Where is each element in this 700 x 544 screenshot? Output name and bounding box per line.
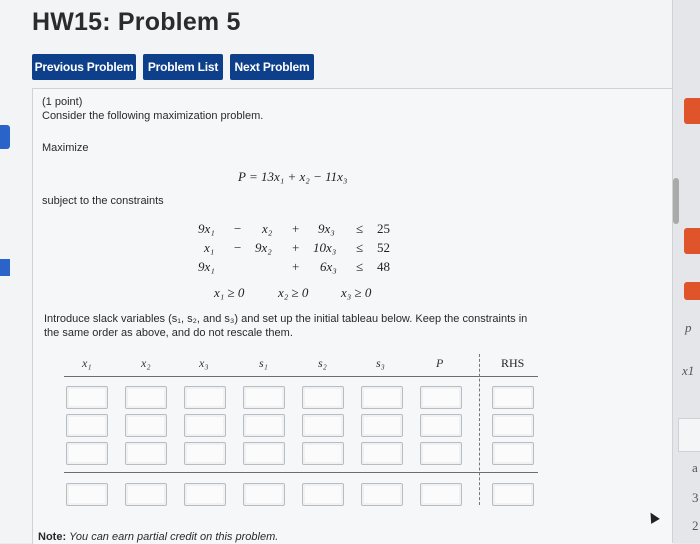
tableau-input-r4-s[interactable] [361,483,403,506]
constraint-3-rhs: 48 [377,259,390,274]
tableau-objective-rule [64,472,538,473]
edge-input-box[interactable] [678,418,700,452]
constraint-1-op2: + [292,221,300,236]
tableau-input-r3-x[interactable] [184,442,226,465]
tableau-input-r3-s[interactable] [302,442,344,465]
tableau-input-r2-x[interactable] [66,414,108,437]
tableau-input-r2-rhs[interactable] [492,414,534,437]
nonneg-x1: x₁ ≥ 0 [214,285,245,300]
tableau-header-x3: x₃ [199,356,209,370]
instruction-line-2: the same order as above, and do not rescale them. [44,327,293,339]
scrollbar-thumb[interactable] [673,178,679,224]
tableau-input-r2-x[interactable] [184,414,226,437]
constraint-3-c1: 9x₁ [198,259,215,274]
constraint-2-rel: ≤ [356,240,364,255]
tableau-input-r2-s[interactable] [302,414,344,437]
maximize-label: Maximize [42,142,89,154]
edge-glyph-x1: x1 [682,363,695,378]
tableau-input-r1-x[interactable] [125,386,167,409]
tableau-input-r3-p[interactable] [420,442,462,465]
tableau-input-r3-x[interactable] [125,442,167,465]
tableau-input-r4-x[interactable] [66,483,108,506]
constraint-1-c1: 9x₁ [198,221,215,236]
tableau-header-p: P [436,356,444,370]
tableau-input-r4-x[interactable] [125,483,167,506]
subject-to-label: subject to the constraints [42,195,164,207]
constraint-2-c3: 10x₃ [313,240,337,255]
left-edge-marker [0,125,10,149]
constraint-2-op1: − [234,240,242,255]
tableau-input-r2-x[interactable] [125,414,167,437]
tableau-rhs-divider [479,354,480,505]
tableau-header-x2: x₂ [141,356,151,370]
side-tab-icon-3[interactable] [684,282,700,300]
constraint-1-c2: x₂ [262,221,273,236]
side-tab-icon-1[interactable] [684,98,700,124]
tableau-header-s2: s₂ [318,356,327,370]
constraint-1-op1: − [234,221,242,236]
tableau-input-r1-p[interactable] [420,386,462,409]
tableau-input-r1-x[interactable] [184,386,226,409]
previous-problem-button[interactable]: Previous Problem [32,54,136,80]
problem-intro: Consider the following maximization problem. [42,110,264,122]
constraint-1-rhs: 25 [377,221,390,236]
tableau-header-s3: s₃ [376,356,385,370]
instruction-line-1: Introduce slack variables (s₁, s₂, and s₃) and set up the initial tableau below. Keep the constraints in [44,313,528,325]
edge-glyph-2: 2 [692,518,699,533]
partial-credit-note [38,531,278,543]
note-label: Note: [38,531,67,543]
tableau-input-r3-x[interactable] [66,442,108,465]
tableau-header-s1: s₁ [259,356,268,370]
tableau-input-r1-s[interactable] [361,386,403,409]
constraint-1-c3: 9x₃ [318,221,335,236]
tableau-input-r1-x[interactable] [66,386,108,409]
constraint-2-rhs: 52 [377,240,390,255]
next-problem-button[interactable]: Next Problem [230,54,314,80]
nonneg-x2: x₂ ≥ 0 [278,285,309,300]
tableau-input-r4-s[interactable] [302,483,344,506]
edge-glyph-p: p [685,320,692,335]
constraint-2-c1: x₁ [204,240,215,255]
problem-list-button[interactable]: Problem List [143,54,223,80]
tableau-input-r1-rhs[interactable] [492,386,534,409]
tableau-header-x1: x₁ [82,356,92,370]
page-title: HW15: Problem 5 [32,8,241,36]
tableau-input-r1-s[interactable] [243,386,285,409]
edge-glyph-a: a [692,460,698,475]
tableau-input-r4-x[interactable] [184,483,226,506]
tableau-input-r3-s[interactable] [361,442,403,465]
tableau-input-r4-rhs[interactable] [492,483,534,506]
left-edge-marker-2 [0,259,10,276]
constraint-1-rel: ≤ [356,221,364,236]
note-text: You can earn partial credit on this problem. [69,531,279,543]
constraint-2-op2: + [292,240,300,255]
tableau-input-r2-s[interactable] [361,414,403,437]
tableau-input-r3-s[interactable] [243,442,285,465]
tableau-input-r4-s[interactable] [243,483,285,506]
nonneg-x3: x₃ ≥ 0 [341,285,372,300]
edge-glyph-3: 3 [692,490,699,505]
tableau-top-rule [64,376,538,377]
objective-function: P = 13x₁ + x₂ − 11x₃ [238,169,348,184]
side-tab-icon-2[interactable] [684,228,700,254]
constraint-3-c3: 6x₃ [320,259,337,274]
constraint-3-rel: ≤ [356,259,364,274]
points-label: (1 point) [42,96,83,108]
tableau-input-r3-rhs[interactable] [492,442,534,465]
tableau-input-r2-s[interactable] [243,414,285,437]
tableau-input-r1-s[interactable] [302,386,344,409]
constraint-2-c2: 9x₂ [255,240,272,255]
tableau-header-rhs: RHS [501,356,525,370]
constraint-3-op2: + [292,259,300,274]
tableau-input-r2-p[interactable] [420,414,462,437]
tableau-input-r4-p[interactable] [420,483,462,506]
